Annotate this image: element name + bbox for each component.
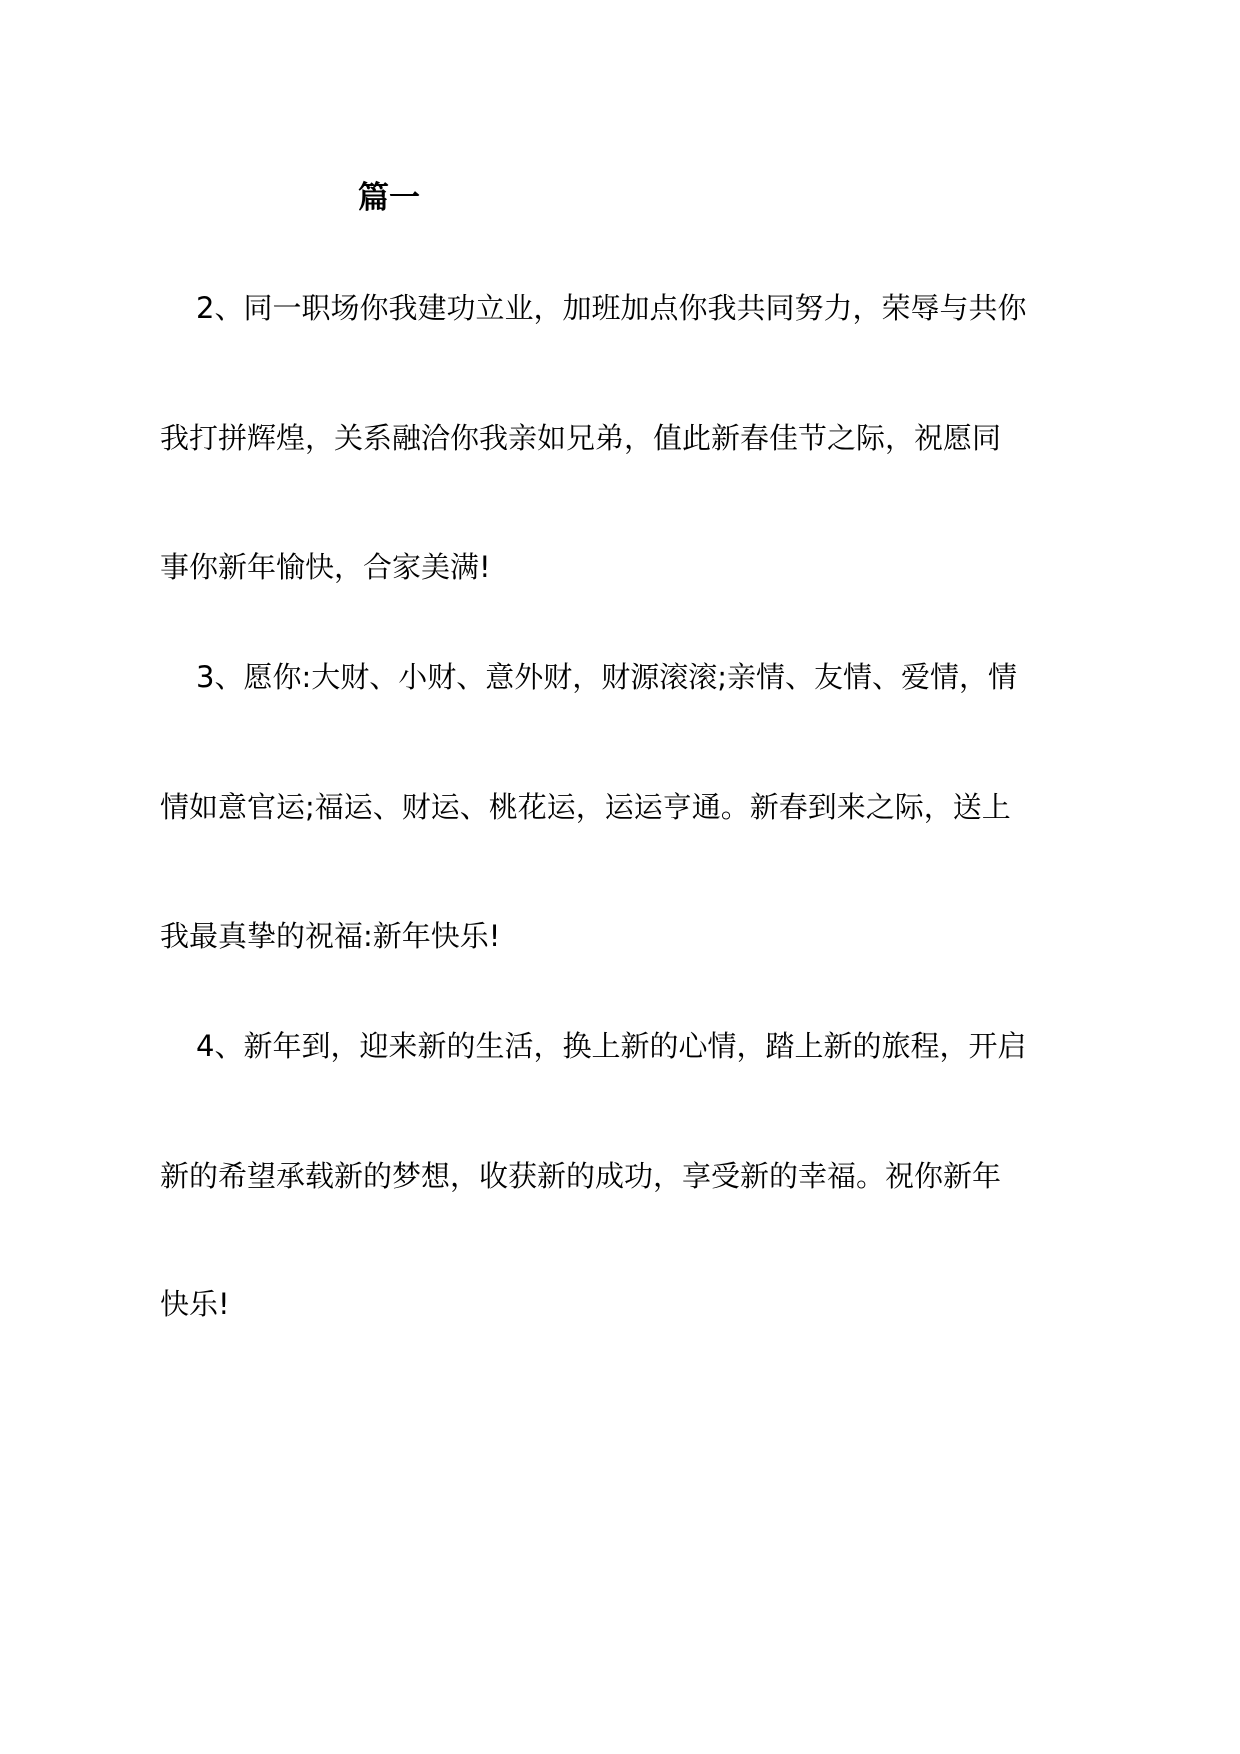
section-heading: 篇一	[358, 180, 420, 216]
paragraph-line: 2、同一职场你我建功立业，加班加点你我共同努力，荣辱与共你	[196, 291, 1027, 325]
paragraph-line: 我最真挚的祝福:新年快乐!	[160, 919, 501, 953]
paragraph-line: 事你新年愉快，合家美满!	[160, 550, 491, 584]
paragraph-line: 3、愿你:大财、小财、意外财，财源滚滚;亲情、友情、爱情，情	[196, 660, 1017, 694]
paragraph-line: 情如意官运;福运、财运、桃花运，运运亨通。新春到来之际，送上	[160, 790, 1011, 824]
paragraph-line: 4、新年到，迎来新的生活，换上新的心情，踏上新的旅程，开启	[196, 1029, 1027, 1063]
paragraph-line: 快乐!	[160, 1287, 230, 1321]
paragraph-line: 新的希望承载新的梦想，收获新的成功，享受新的幸福。祝你新年	[160, 1159, 1002, 1193]
paragraph-line: 我打拼辉煌，关系融洽你我亲如兄弟，值此新春佳节之际，祝愿同	[160, 421, 1002, 455]
